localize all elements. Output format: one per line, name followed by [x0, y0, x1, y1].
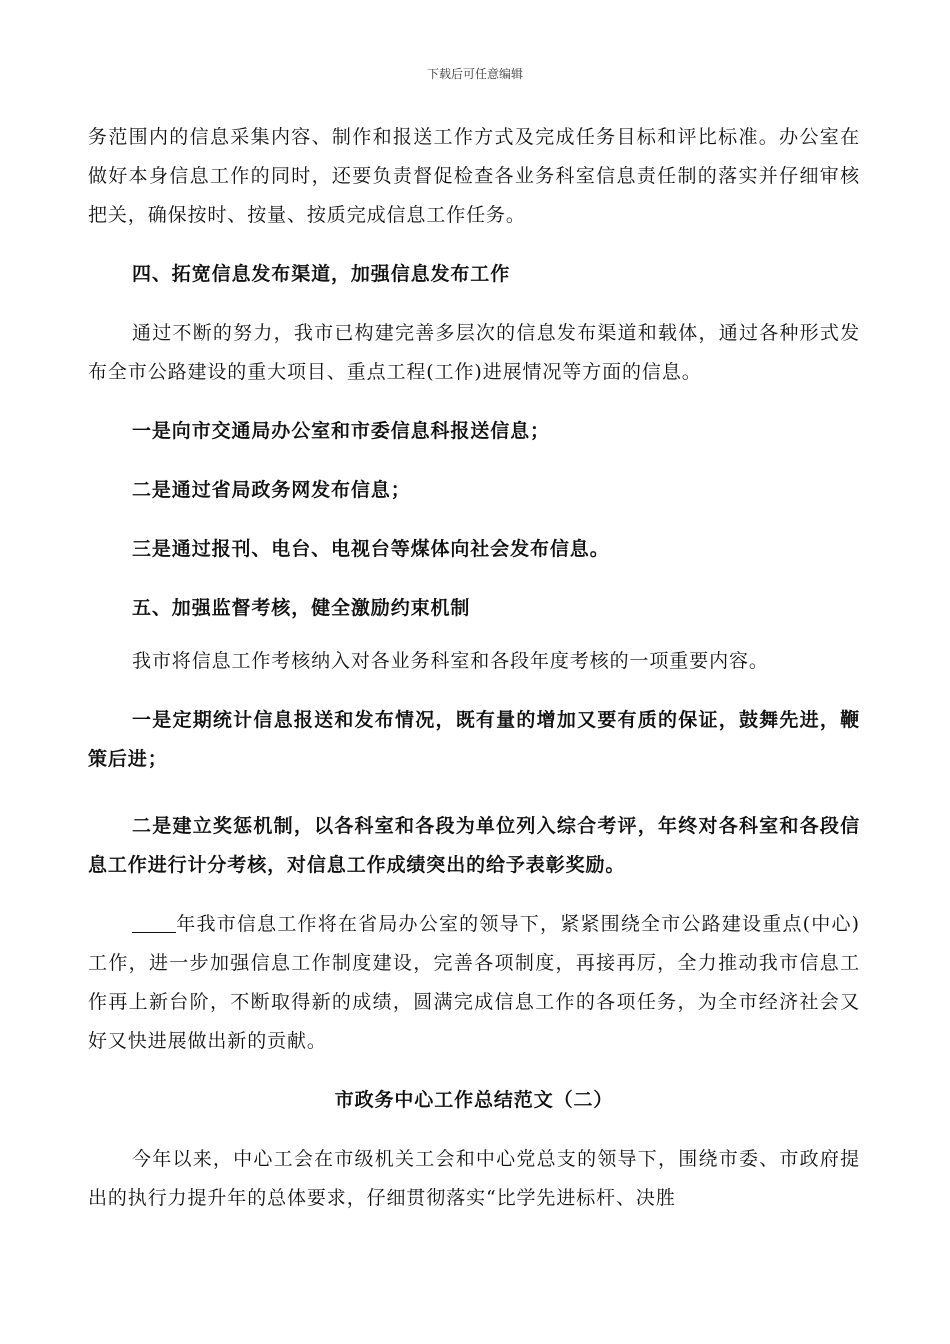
- paragraph-union-intro: 今年以来，中心工会在市级机关工会和中心党总支的领导下，围绕市委、市政府提出的执行力提升年的总体要求，仔细贯彻落实“比学先进标杆、决胜: [88, 1148, 860, 1209]
- fill-blank: [132, 910, 176, 933]
- paragraph-annual-plan-text: 年我市信息工作将在省局办公室的领导下，紧紧围绕全市公路建设重点(中心)工作，进一步加强信息工作制度建设，完善各项制度，再接再厉，全力推动我市信息工作再上新台阶，不断取得新的成绩，圆满完成信息工作的各项任务，为全市经济社会又好又快进展做出新的贡献。: [88, 913, 860, 1052]
- paragraph-continued: 务范围内的信息采集内容、制作和报送工作方式及完成任务目标和评比标准。办公室在做好本身信息工作的同时，还要负责督促检查各业务科室信息责任制的落实并仔细审核把关，确保按时、按量、按质完成信息工作任务。: [88, 126, 860, 226]
- list-item-1: 一是向市交通局办公室和市委信息科报送信息；: [132, 420, 550, 442]
- list-item-assessment-2: 二是建立奖惩机制，以各科室和各段为单位列入综合考评，年终对各科室和各段信息工作进行计分考核，对信息工作成绩突出的给予表彰奖励。: [88, 815, 860, 876]
- section-heading-5: 五、加强监督考核，健全激励约束机制: [132, 597, 471, 619]
- section-heading-4: 四、拓宽信息发布渠道，加强信息发布工作: [132, 263, 511, 285]
- paragraph-assessment: 我市将信息工作考核纳入对各业务科室和各段年度考核的一项重要内容。: [132, 650, 769, 672]
- page-header: 下载后可任意编辑: [426, 67, 523, 81]
- paragraph-publish-channels: 通过不断的努力，我市已构建完善多层次的信息发布渠道和载体，通过各种形式发布全市公路建设的重大项目、重点工程(工作)进展情况等方面的信息。: [88, 322, 860, 383]
- document-body: [88, 118, 860, 1218]
- document-title-part-2: 市政务中心工作总结范文（二）: [334, 1089, 614, 1111]
- list-item-3: 三是通过报刊、电台、电视台等煤体向社会发布信息。: [132, 538, 610, 560]
- paragraph-annual-plan: [88, 905, 860, 1061]
- list-item-2: 二是通过省局政务网发布信息；: [132, 479, 411, 501]
- list-item-assessment-1: 一是定期统计信息报送和发布情况，既有量的增加又要有质的保证，鼓舞先进，鞭策后进；: [88, 709, 860, 770]
